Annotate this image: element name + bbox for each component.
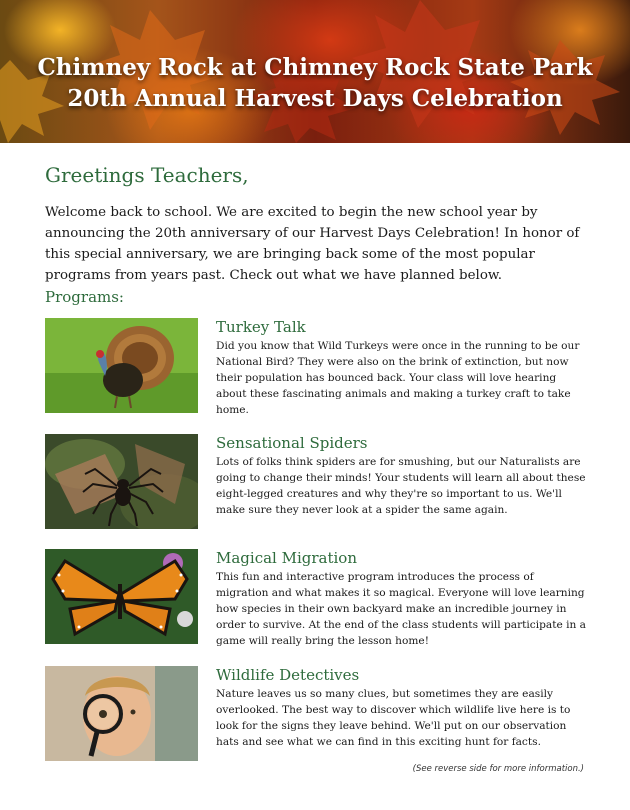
- turkey-photo: [45, 318, 198, 413]
- programs-heading: Programs:: [45, 288, 124, 306]
- greeting-heading: Greetings Teachers,: [45, 163, 249, 187]
- program-title: Turkey Talk: [216, 318, 306, 336]
- monarch-butterfly-photo: [45, 549, 198, 644]
- spider-photo: [45, 434, 198, 529]
- header-title: [0, 52, 630, 114]
- program-title: Sensational Spiders: [216, 434, 368, 452]
- reverse-side-note: (See reverse side for more information.): [412, 764, 584, 774]
- child-magnifying-glass-photo: [45, 666, 198, 761]
- header-title-line1: Chimney Rock at Chimney Rock State Park: [37, 54, 593, 81]
- program-item-wildlife-detectives: [45, 666, 590, 766]
- intro-paragraph: Welcome back to school. We are excited to begin the new school year by announcing the 20th anniversary of our Harvest Days Celebration! In honor of this special anniversary, we are bringing back some of the most popular programs from years past. Check out what we have planned below.: [45, 205, 580, 283]
- program-item-magical-migration: [45, 549, 590, 649]
- header-banner: [0, 0, 630, 143]
- program-title: Wildlife Detectives: [216, 666, 360, 684]
- program-description: Did you know that Wild Turkeys were once in the running to be our National Bird? They were also on the brink of extinction, but now their population has bounced back. Your class will love hearing about these fascinating animals and making a turkey craft to take home.: [216, 340, 580, 416]
- program-description: Lots of folks think spiders are for smushing, but our Naturalists are going to change their minds! Your students will learn all about these eight-legged creatures and why they're so important to us. We'll make sure they never look at a spider the same again.: [216, 456, 586, 516]
- program-description: This fun and interactive program introduces the process of migration and what makes it so magical. Everyone will love learning how species in their own backyard make an incredible journey in order to survive. At the end of the class students will participate in a game will really bring the lesson home!: [216, 571, 586, 647]
- program-description: Nature leaves us so many clues, but sometimes they are easily overlooked. The best way to discover which wildlife live here is to look for the signs they leave behind. We'll put on our observation hats and see what we can find in this exciting hunt for facts.: [216, 688, 571, 748]
- header-title-line2: 20th Annual Harvest Days Celebration: [67, 85, 563, 112]
- program-item-turkey-talk: [45, 318, 590, 418]
- program-item-sensational-spiders: [45, 434, 590, 534]
- program-title: Magical Migration: [216, 549, 357, 567]
